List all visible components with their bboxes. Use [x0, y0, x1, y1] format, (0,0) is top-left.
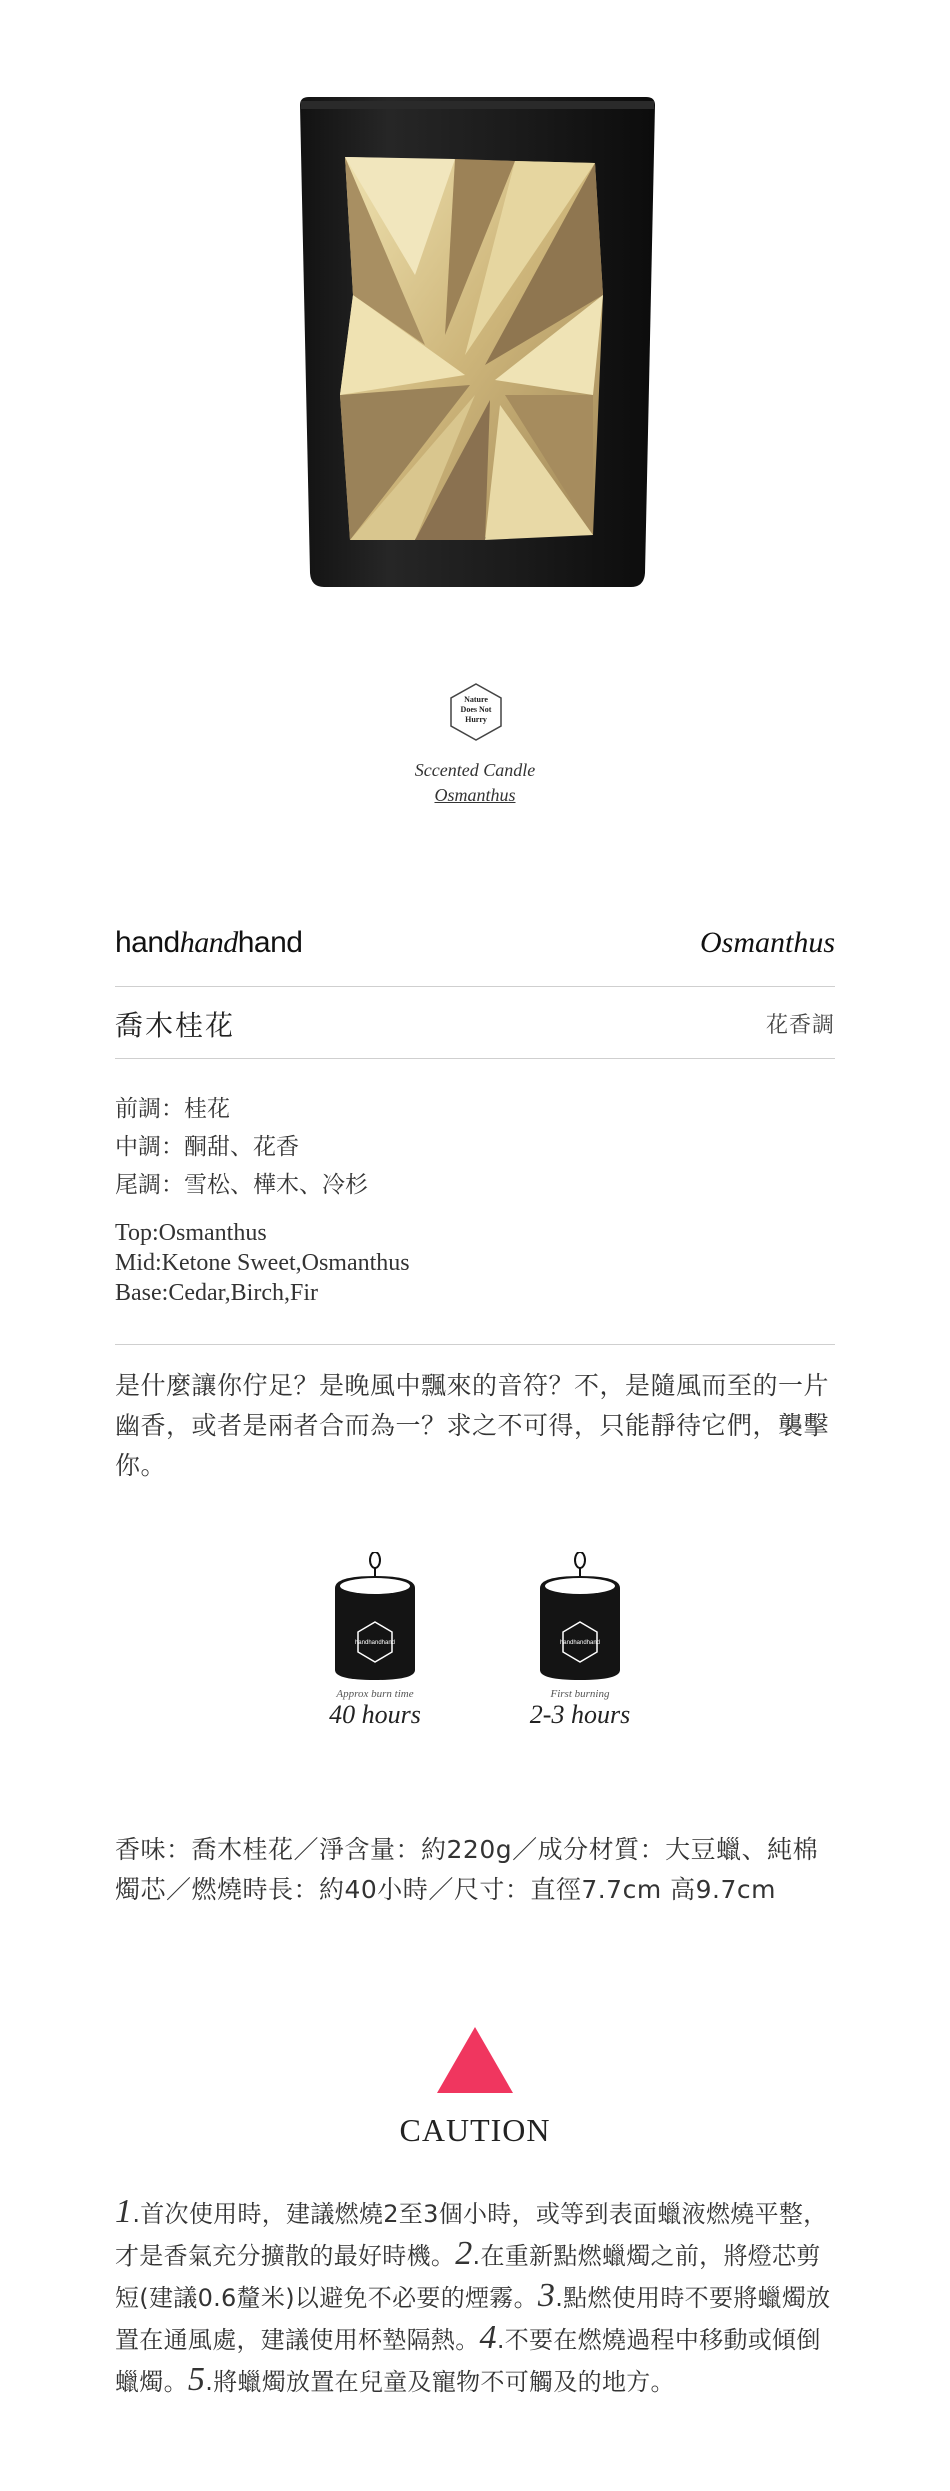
stat-value: 2-3 hours	[529, 1700, 631, 1729]
brand-part-italic: hand	[179, 926, 238, 959]
badge-product-name: Osmanthus	[434, 785, 516, 805]
note-mid-en: Mid:Ketone Sweet,Osmanthus	[115, 1250, 410, 1276]
candle-icon	[525, 1552, 635, 1682]
caution-number: 5	[187, 2361, 206, 2398]
note-top-en: Top:Osmanthus	[115, 1220, 267, 1246]
caution-item: .點燃使用時不要將蠟燭放置在通風處，建議使用杯墊隔熱。	[115, 2284, 831, 2354]
badge-subtitle: Sccented Candle	[414, 760, 536, 780]
stat-label: First burning	[550, 1688, 610, 1700]
notes-en	[115, 1218, 410, 1308]
caution-item: .不要在燃燒過程中移動或傾倒蠟燭。	[115, 2326, 821, 2396]
divider	[115, 986, 835, 987]
caution-number: 1	[115, 2193, 133, 2230]
caution-list	[115, 2192, 840, 2402]
note-top-zh: 前調：桂花	[115, 1096, 230, 1122]
scent-family: 花香調	[765, 1013, 835, 1038]
logo-text-line: Does Not	[460, 705, 492, 714]
jar-label: handhandhand	[559, 1640, 601, 1646]
jar-label: handhandhand	[354, 1640, 396, 1646]
caution-number: 4	[479, 2319, 497, 2356]
logo-text-line: Hurry	[465, 715, 487, 724]
note-base-en: Base:Cedar,Birch,Fir	[115, 1280, 318, 1306]
stat-label: Approx burn time	[336, 1688, 414, 1700]
brand-part: hand	[237, 926, 303, 959]
divider	[115, 1344, 835, 1345]
note-mid-zh: 中調：酮甜、花香	[115, 1134, 299, 1160]
product-name-en: Osmanthus	[699, 926, 835, 959]
caution-triangle-icon	[435, 2025, 515, 2095]
hero-candle-image	[295, 95, 660, 595]
candle-icon	[320, 1552, 430, 1682]
caution-item: .在重新點燃蠟燭之前，將燈芯剪短(建議0.6釐米)以避免不必要的煙霧。	[115, 2242, 821, 2312]
product-name-zh: 喬木桂花	[115, 1009, 236, 1042]
caution-number: 3	[537, 2277, 556, 2314]
note-base-zh: 尾調：雪松、樺木、冷杉	[115, 1172, 368, 1198]
product-description: 是什麼讓你佇足？是晚風中飄來的音符？不，是隨風而至的一片幽香，或者是兩者合而為一？求之不可得，只能靜待它們，襲擊你。	[115, 1371, 830, 1480]
burn-time-stat	[320, 1552, 430, 1730]
notes-zh	[115, 1090, 368, 1204]
first-burn-stat	[525, 1552, 635, 1730]
product-specs: 香味：喬木桂花／淨含量：約220g／成分材質：大豆蠟、純棉燭芯／燃燒時長：約40小時／尺寸：直徑7.7cm 高9.7cm	[115, 1835, 819, 1904]
brand-hexagon-logo	[448, 682, 504, 742]
caution-item: .將蠟燭放置在兒童及寵物不可觸及的地方。	[205, 2368, 675, 2396]
caution-item: .首次使用時，建議燃燒2至3個小時，或等到表面蠟液燃燒平整，才是香氣充分擴散的最好時機。	[115, 2200, 828, 2270]
brand-wordmark	[115, 926, 303, 960]
caution-title: CAUTION	[399, 2112, 551, 2148]
stat-value: 40 hours	[329, 1700, 421, 1729]
caution-number: 2	[455, 2235, 473, 2272]
brand-part: hand	[115, 926, 180, 959]
logo-text-line: Nature	[464, 695, 488, 704]
divider	[115, 1058, 835, 1059]
